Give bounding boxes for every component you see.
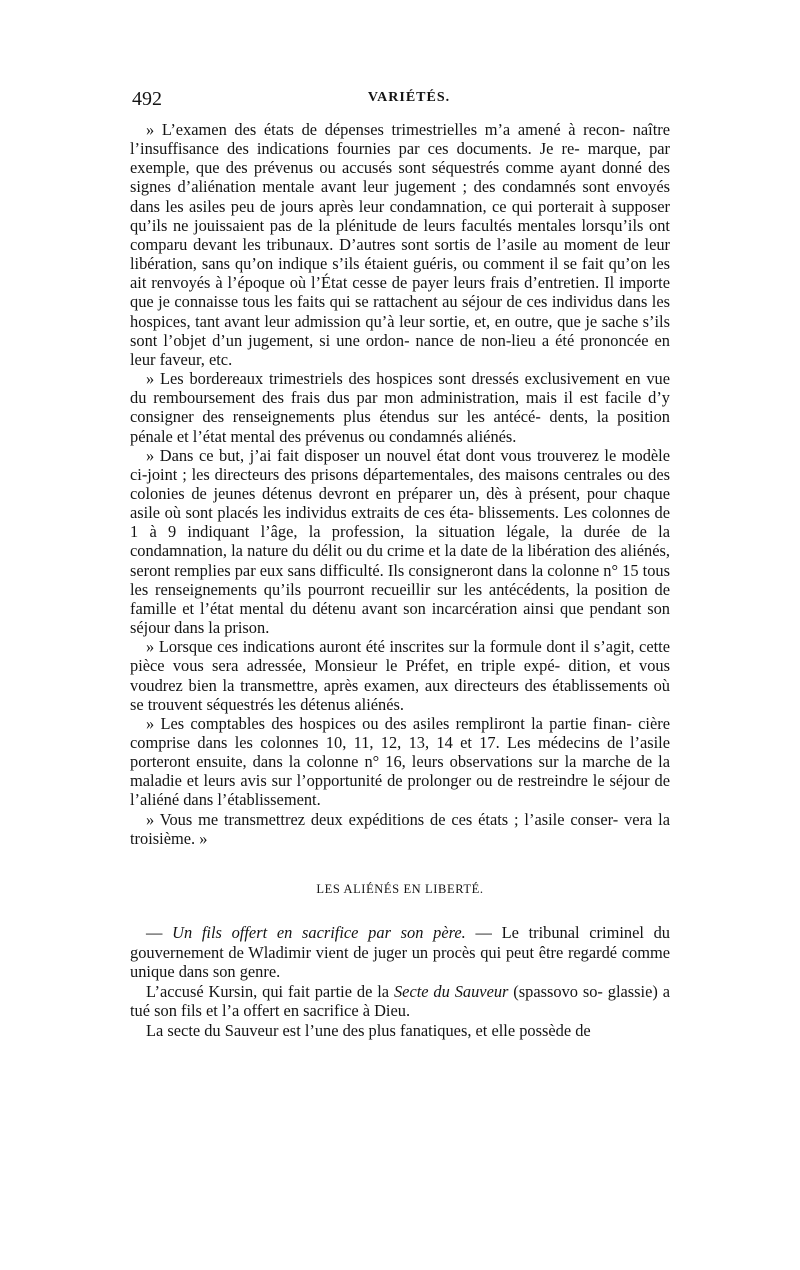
article-title: Un fils offert en sacrifice par son père.	[172, 922, 466, 942]
article-paragraph-3: La secte du Sauveur est l’une des plus fanatiques, et elle possède de	[146, 1020, 591, 1040]
page	[130, 88, 670, 1041]
circular-text	[130, 120, 670, 848]
running-head	[130, 88, 670, 120]
sect-name: Secte du Sauveur	[393, 981, 509, 1001]
article	[130, 923, 670, 1041]
article-intro: — Le tribunal criminel du gouvernement de Wladimir vient de juger un procès qui peut être regardé comme unique dans son genre.	[130, 922, 670, 982]
paragraph: » Vous me transmettrez deux expéditions de ces états ; l’asile conser- vera la troisième. »	[130, 809, 670, 848]
paragraph: » Les bordereaux trimestriels des hospices sont dressés exclusivement en vue du remboursement des frais dus par mon administration, mais il est facile d’y consigner des renseignements plus étendus sur les antécé- dents, la position pénale et l’état mental des prévenus ou condamnés aliénés.	[130, 369, 670, 446]
paragraph: » Dans ce but, j’ai fait disposer un nouvel état dont vous trouverez le modèle ci-joint ; les directeurs des prisons départementales, des maisons centrales ou des colonies de jeunes détenus devront en préparer un, dès à présent, pour chaque asile où sont placés les individus extraits de ces éta- blissements. Les colonnes de 1 à 9 indiquant l’âge, la profession, la situation légale, la durée de la condamnation, la nature du délit ou du crime et la date de la libération des aliénés, seront remplies par eux sans difficulté. Ils consigneront dans la colonne n° 15 tous les renseignements qu’ils pourront recueillir sur les antécédents, la position de famille et l’état mental du détenu avant son incarcération ainsi que pendant son séjour dans la prison.	[130, 445, 670, 638]
paragraph: » Les comptables des hospices ou des asiles rempliront la partie finan- cière comprise dans les colonnes 10, 11, 12, 13, 14 et 17. Les médecins de l’asile porteront ensuite, dans la colonne n° 16, leurs observations sur la marche de la maladie et leurs avis sur l’opportunité de prolonger ou de restreindre le séjour de l’aliéné dans l’établissement.	[130, 713, 670, 810]
text-span: L’accusé Kursin, qui fait partie de la	[146, 981, 394, 1001]
paragraph: » L’examen des états de dépenses trimestrielles m’a amené à recon- naître l’insuffisance des indications fournies par ces documents. Je re- marque, par exemple, que des prévenus ou accusés sont séquestrés comme ayant donné des signes d’aliénation mentale avant leur jugement ; des condamnés sont envoyés dans les asiles peu de jours après leur condamnation, ce qui porterait à supposer qu’ils ne jouissaient pas de la plénitude de leurs facultés mentales lorsqu’ils ont comparu devant les tribunaux. D’autres sont sortis de l’asile au moment de leur libération, sans qu’on indique s’ils étaient guéris, ou comment il se fait qu’on les ait renvoyés à l’époque où l’État cesse de payer leurs frais d’entretien. Il importe que je connaisse tous les faits qui se rattachent au séjour de ces individus dans les hospices, tant avant leur admission qu’à leur sortie, et, en outre, que je sache s’ils sont l’objet d’un jugement, si une ordon- nance de non-lieu a été prononcée en leur faveur, etc.	[130, 120, 670, 369]
section-heading: LES ALIÉNÉS EN LIBERTÉ.	[316, 881, 484, 896]
running-title: VARIÉTÉS.	[367, 90, 451, 105]
article-paragraph-2	[130, 982, 670, 1021]
article-paragraph-1	[130, 923, 670, 982]
dash: —	[146, 922, 173, 942]
page-number: 492	[132, 88, 162, 110]
text-span: (spassovo so- glassie) a tué son fils et l’a offert en sacrifice à Dieu.	[130, 981, 670, 1021]
paragraph: » Lorsque ces indications auront été inscrites sur la formule dont il s’agit, cette pièce vous sera adressée, Monsieur le Préfet, en triple expé- dition, et vous voudrez bien la transmettre, après examen, aux directeurs des établissements où se trouvent séquestrés les détenus aliénés.	[130, 637, 670, 714]
